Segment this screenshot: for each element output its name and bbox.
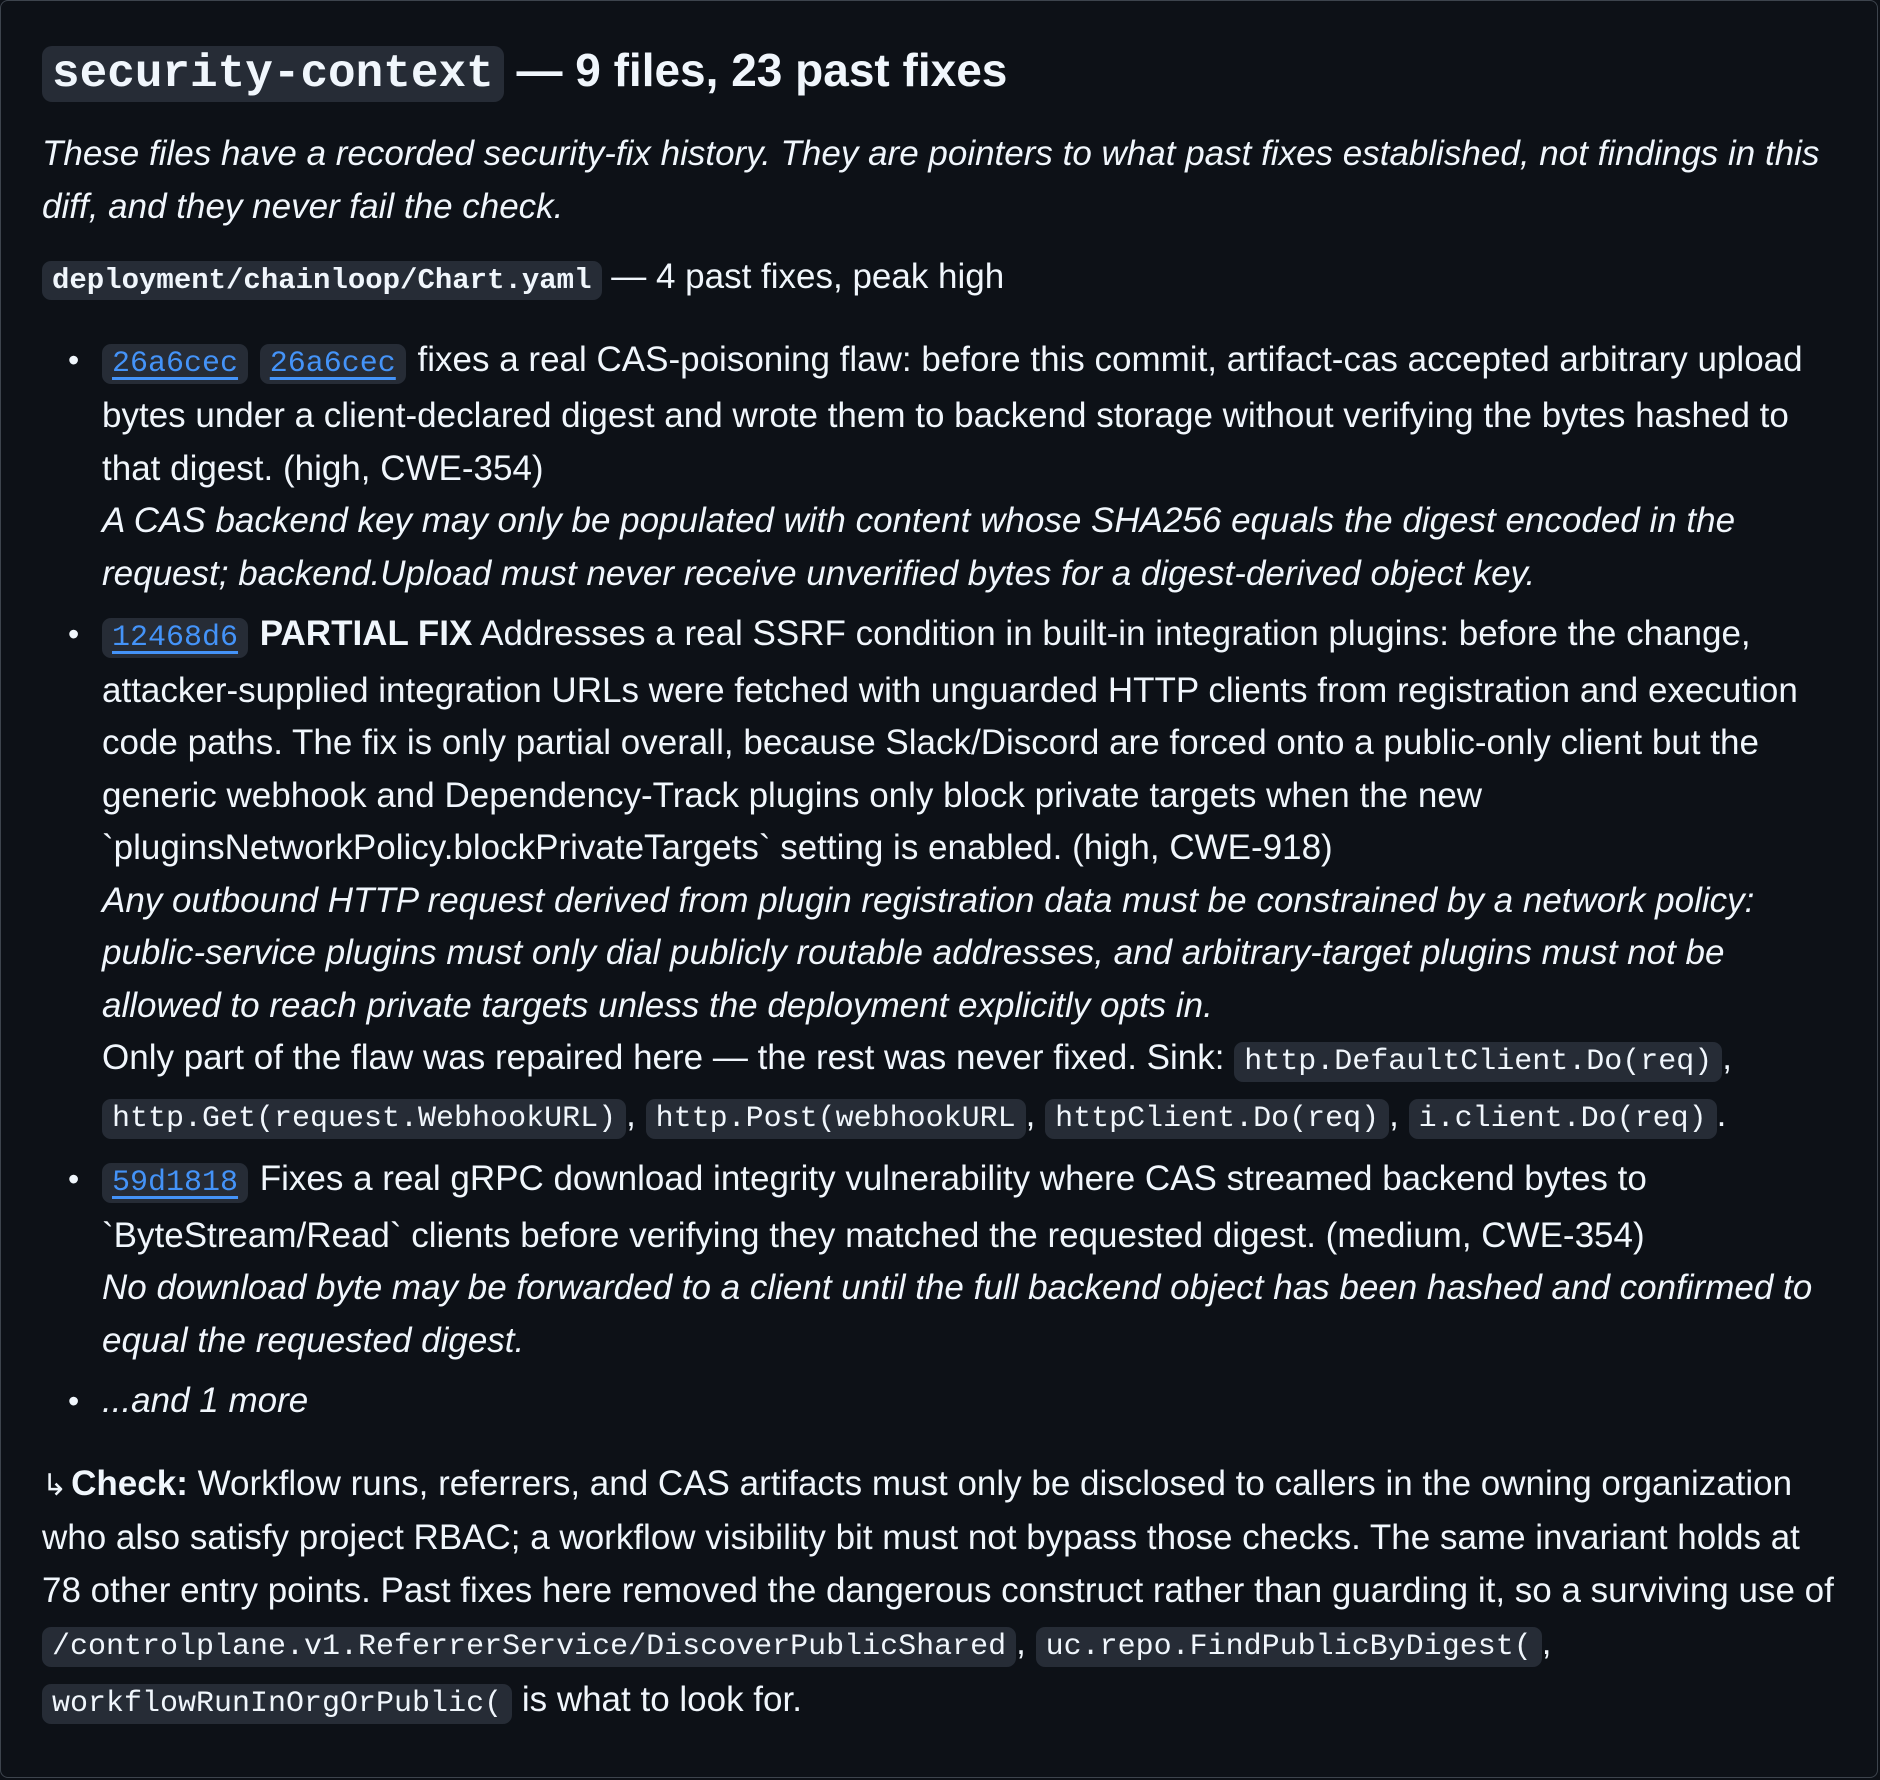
sink-code: i.client.Do(req)	[1409, 1099, 1717, 1139]
fix-invariant: Any outbound HTTP request derived from plugin registration data must be constrained by a network policy: public-service plugins must only dial publicly routable addresses, and arbitrary-target plugins must not be allowed to reach private targets unless the deployment explicitly opts in.	[102, 880, 1755, 1025]
separator: ,	[1016, 1623, 1026, 1662]
security-context-comment	[42, 38, 1842, 1730]
sink-code: http.Get(request.WebhookURL)	[102, 1099, 626, 1139]
separator: ,	[1025, 1094, 1036, 1134]
fix-description: fixes a real CAS-poisoning flaw: before this commit, artifact-cas accepted arbitrary upload bytes under a client-declared digest and wrote them to backend storage without verifying the bytes hashed to that digest. (high, CWE-354)	[102, 339, 1803, 488]
commit-link[interactable]: 26a6cec	[102, 344, 248, 384]
return-arrow-icon: ↳	[42, 1468, 68, 1502]
fix-item	[102, 608, 1842, 1145]
check-code: uc.repo.FindPublicByDigest(	[1036, 1627, 1542, 1667]
commit-link[interactable]: 26a6cec	[260, 344, 406, 384]
fix-invariant: A CAS backend key may only be populated with content whose SHA256 equals the digest encoded in the request; backend.Upload must never receive unverified bytes for a digest-derived object key.	[102, 501, 1736, 593]
separator: ,	[1389, 1094, 1399, 1134]
separator: .	[1716, 1094, 1727, 1134]
separator: ,	[1722, 1038, 1733, 1077]
check-code: workflowRunInOrgOrPublic(	[42, 1684, 512, 1724]
fix-list	[42, 334, 1842, 1428]
commit-link[interactable]: 12468d6	[102, 618, 248, 658]
more-text: ...and 1 more	[102, 1381, 309, 1420]
fix-item	[102, 334, 1842, 601]
more-item	[102, 1375, 1842, 1428]
heading-summary: — 9 files, 23 past fixes	[516, 44, 1008, 96]
intro-text: These files have a recorded security-fix history. They are pointers to what past fixes established, not findings in this diff, and they never fail the check.	[42, 134, 1820, 226]
check-code: /controlplane.v1.ReferrerService/DiscoverPublicShared	[42, 1627, 1016, 1667]
check-label: Check:	[71, 1463, 188, 1503]
sink-line	[102, 1032, 1842, 1145]
separator: ,	[1541, 1623, 1552, 1662]
fix-description: Addresses a real SSRF condition in built-in integration plugins: before the change, attacker-supplied integration URLs were fetched with unguarded HTTP clients from registration and execution code paths. The fix is only partial overall, because Slack/Discord are forced onto a public-only client but the generic webhook and Dependency-Track plugins only block private targets when the new `pluginsNetworkPolicy.blockPrivateTargets` setting is enabled. (high, CWE-918)	[102, 614, 1798, 867]
check-text: Workflow runs, referrers, and CAS artifacts must only be disclosed to callers in the owning organization who also satisfy project RBAC; a workflow visibility bit must not bypass those checks. The same invariant holds at 78 other entry points. Past fixes here removed the dangerous construct rather than guarding it, so a surviving use of	[42, 1463, 1834, 1610]
commit-link[interactable]: 59d1818	[102, 1163, 248, 1203]
separator: ,	[626, 1094, 636, 1134]
check-paragraph	[42, 1458, 1842, 1731]
fix-item	[102, 1153, 1842, 1367]
file-path: deployment/chainloop/Chart.yaml	[42, 261, 602, 300]
sink-code: http.DefaultClient.Do(req)	[1234, 1042, 1722, 1082]
fix-description: Fixes a real gRPC download integrity vulnerability where CAS streamed backend bytes to `ByteStream/Read` clients before verifying they matched the requested digest. (medium, CWE-354)	[102, 1159, 1647, 1255]
context-code: security-context	[42, 46, 504, 102]
sink-prefix: Only part of the flaw was repaired here — the rest was never fixed. Sink:	[102, 1038, 1225, 1077]
file-summary: — 4 past fixes, peak high	[611, 257, 1005, 296]
fix-invariant: No download byte may be forwarded to a client until the full backend object has been hashed and confirmed to equal the requested digest.	[102, 1268, 1813, 1360]
check-suffix: is what to look for.	[521, 1679, 802, 1719]
partial-fix-badge: PARTIAL FIX	[259, 614, 473, 653]
section-heading	[42, 38, 1842, 106]
sink-code: httpClient.Do(req)	[1045, 1099, 1389, 1139]
file-heading	[42, 251, 1842, 308]
sink-code: http.Post(webhookURL	[646, 1099, 1026, 1139]
